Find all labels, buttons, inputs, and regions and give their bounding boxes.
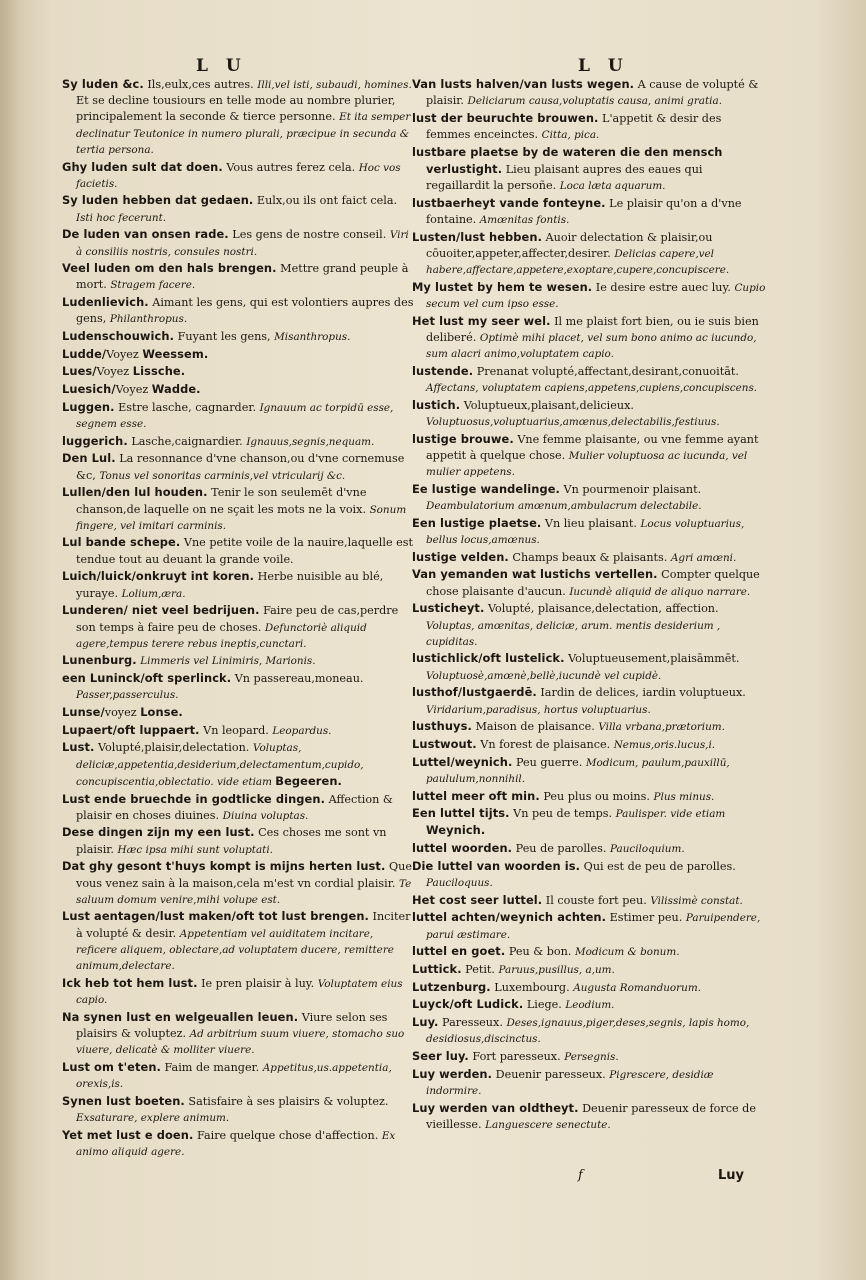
entry-french-gloss: Vne petite voile de la nauire,laquelle est tendue tout au deuant la grande voile. xyxy=(76,536,413,566)
dictionary-entry xyxy=(62,1127,414,1160)
dictionary-entry xyxy=(412,515,768,548)
entry-latin-gloss: Persegnis. xyxy=(564,1051,619,1064)
entry-headword: lust der beuruchte brouwen. xyxy=(412,110,599,125)
entry-headword: Van yemanden wat lustichs vertellen. xyxy=(412,567,658,582)
entry-headword: Lunenburg. xyxy=(62,653,137,668)
entry-headword: De luden van onsen rade. xyxy=(62,227,229,242)
dictionary-entry xyxy=(412,909,768,942)
entry-headword: Dat ghy gesont t'huys kompt is mijns herten lust. xyxy=(62,859,386,874)
entry-french-gloss: Deuenir paresseux. xyxy=(492,1067,610,1081)
dictionary-entry xyxy=(62,824,414,857)
entry-latin-gloss: Villa vrbana,prætorium. xyxy=(598,721,725,734)
dictionary-entry xyxy=(62,1059,414,1092)
entry-latin-gloss: Ad arbitrium suum viuere, stomacho suo viuere, delicatè & molliter viuere. xyxy=(76,1027,405,1057)
entry-latin-gloss: Pauciloquus. xyxy=(426,877,493,890)
entry-french-gloss: Faim de manger. xyxy=(160,1060,263,1074)
entry-french-gloss: Auoir delectation & plaisir,ou cōuoiter,appeter,affecter,desirer. xyxy=(426,230,713,261)
entry-french-gloss: La resonnance d'vne chanson,ou d'vne cornemuse &c, xyxy=(76,452,405,482)
dictionary-entry xyxy=(62,670,414,703)
entry-french-gloss: Champs beaux & plaisants. xyxy=(508,550,671,564)
dictionary-entry xyxy=(62,328,414,345)
entry-latin-gloss: Appetitus,us.appetentia, orexis,is. xyxy=(76,1061,392,1090)
entry-headword: Lusticheyt. xyxy=(412,601,485,616)
left-column xyxy=(62,76,414,1161)
dictionary-entry xyxy=(62,226,414,259)
entry-headword: Ick heb tot hem lust. xyxy=(62,975,198,990)
signature-mark: f xyxy=(578,1168,583,1183)
entry-latin-gloss: Modicum & bonum. xyxy=(574,946,680,959)
entry-headword: Ludenlievich. xyxy=(62,295,149,310)
dictionary-entry xyxy=(62,346,414,363)
entry-headword: Een luttel tijts. xyxy=(412,806,510,821)
dictionary-entry xyxy=(412,431,768,481)
entry-french-gloss: Le plaisir qu'on a d'vne fontaine. xyxy=(426,196,742,227)
entry-headword: Lunderen/ niet veel bedrijuen. xyxy=(62,603,260,618)
dictionary-entry xyxy=(412,736,768,753)
entry-latin-gloss: Deses,ignauus,piger,deses,segnis, lapis homo, desidiosus,discinctus. xyxy=(426,1017,750,1046)
entry-cross-reference: Weynich. xyxy=(426,823,486,838)
entry-latin-gloss: Defunctoriè aliquid agere,tempus terere rebus ineptis,cunctari. xyxy=(76,621,367,650)
entry-latin-gloss: Leodium. xyxy=(565,999,615,1012)
entry-latin-gloss: Philanthropus. xyxy=(109,313,188,326)
entry-french-gloss: L'appetit & desir des femmes enceinctes. xyxy=(426,111,722,142)
dictionary-entry xyxy=(412,1066,768,1099)
entry-french-gloss: Vn peu de temps. xyxy=(509,807,616,821)
entry-headword: Het cost seer luttel. xyxy=(412,892,543,907)
dictionary-entry xyxy=(412,279,768,312)
entry-latin-gloss: Pigrescere, desidiæ indormire. xyxy=(426,1068,714,1097)
entry-cross-reference: Begeeren. xyxy=(275,773,342,788)
entry-french-gloss: Compter quelque chose plaisante d'aucun. xyxy=(426,568,760,598)
dictionary-entry xyxy=(412,363,768,396)
entry-latin-gloss: Delicias capere,vel habere,affectare,appetere,exoptare,cupere,concupiscere. xyxy=(426,248,730,277)
entry-latin-gloss: Passer,passerculus. xyxy=(76,689,179,702)
dictionary-entry xyxy=(62,1093,414,1126)
entry-french-gloss: Il couste fort peu. xyxy=(542,893,651,907)
dictionary-entry xyxy=(412,684,768,717)
dictionary-entry xyxy=(412,996,768,1013)
catchword: Luy xyxy=(718,1168,745,1183)
dictionary-entry xyxy=(62,450,414,483)
entry-french-note: Et se decline tousiours en telle mode au nombre plurier, principalement la seconde & tierce personne. xyxy=(76,94,396,124)
entry-headword: lustbaerheyt vande fonteyne. xyxy=(412,195,606,210)
entry-headword: Lust ende bruechde in godtlicke dingen. xyxy=(62,791,326,806)
entry-french-gloss: Viure selon ses plaisirs & voluptez. xyxy=(76,1010,388,1040)
entry-headword: Dese dingen zijn my een lust. xyxy=(62,825,255,840)
entry-headword: lusthuys. xyxy=(412,719,472,734)
entry-french-gloss: Eulx,ou ils ont faict cela. xyxy=(253,194,398,208)
entry-french-gloss: Peu de parolles. xyxy=(512,842,610,856)
entry-french-gloss: Vn lieu plaisant. xyxy=(541,516,641,530)
dictionary-entry xyxy=(62,534,414,567)
dictionary-entry xyxy=(62,399,414,432)
entry-french-gloss: Lieu plaisant aupres des eaues qui regaillardit la persoñe. xyxy=(426,163,703,193)
dictionary-entry xyxy=(62,363,414,380)
entry-latin-gloss: Illi,vel isti, subaudi, homines. xyxy=(257,79,412,91)
entry-french-gloss: Voluptueux,plaisant,delicieux. xyxy=(460,398,634,412)
entry-latin-gloss: Voluptas, deliciæ,appetentia,desiderium,delectamentum,cupido, concupiscentia,oblectatio. vide etiam xyxy=(76,742,364,788)
entry-french-gloss: Voyez xyxy=(96,365,133,379)
dictionary-entry xyxy=(62,1009,414,1059)
entry-latin-gloss: Ex animo aliquid agere. xyxy=(76,1129,396,1158)
dictionary-entry xyxy=(62,260,414,293)
entry-french-gloss: Volupté, plaisance,delectation, affection. xyxy=(484,602,719,616)
entry-headword: lustende. xyxy=(412,363,474,378)
dictionary-entry xyxy=(412,805,768,839)
entry-headword: Sy luden hebben dat gedaen. xyxy=(62,193,254,208)
entry-headword: Lullen/den lul houden. xyxy=(62,485,208,500)
dictionary-entry xyxy=(62,722,414,739)
entry-headword: Lues/ xyxy=(62,364,97,379)
entry-french-gloss: Satisfaire à ses plaisirs & voluptez. xyxy=(184,1094,389,1108)
entry-latin-gloss: Ignauus,segnis,nequam. xyxy=(246,435,375,448)
running-head-left: L U xyxy=(196,56,247,76)
entry-headword: lustbare plaetse by de wateren die den mensch verlustight. xyxy=(412,144,723,177)
right-column xyxy=(412,76,768,1134)
entry-french-gloss: Maison de plaisance. xyxy=(471,720,599,734)
dictionary-entry xyxy=(412,788,768,805)
entry-latin-gloss: Appetentiam vel auiditatem incitare, reficere aliquem, oblectare,ad voluptatem ducere, remittere animum,delectare. xyxy=(76,927,394,973)
entry-headword: Ludenschouwich. xyxy=(62,329,175,344)
dictionary-entry xyxy=(412,397,768,430)
entry-latin-gloss: Viri à consiliis nostris, consules nostri. xyxy=(76,229,409,258)
entry-latin-gloss: Voluptuosus,voluptuarius,amœnus,delectabilis,festiuus. xyxy=(426,416,720,429)
entry-latin-gloss: Vilissimè constat. xyxy=(650,894,743,907)
entry-french-gloss: Peu plus ou moins. xyxy=(539,789,654,803)
entry-headword: Lustwout. xyxy=(412,736,477,751)
entry-cross-reference: Wadde. xyxy=(151,382,201,397)
entry-latin-note: Et ita semper declinatur Teutonice in numero plurali, præcipue in secunda & tertia persona. xyxy=(76,111,411,156)
entry-french-gloss: Vn passereau,moneau. xyxy=(231,672,364,686)
dictionary-entry xyxy=(62,433,414,450)
entry-french-gloss: Fuyant les gens, xyxy=(174,330,275,344)
entry-latin-gloss: Leopardus. xyxy=(272,724,332,737)
entry-latin-gloss: Optimè mihi placet, vel sum bono animo ac iucundo, sum alacri animo,voluptatem capio. xyxy=(426,332,757,361)
entry-latin-gloss: Limmeris vel Linimiris, Marionis. xyxy=(140,655,316,668)
entry-latin-gloss: Isti hoc fecerunt. xyxy=(76,211,167,224)
entry-latin-gloss: Hæc ipsa mihi sunt voluptati. xyxy=(117,843,273,856)
entry-headword: Luttick. xyxy=(412,962,462,977)
entry-latin-gloss: Augusta Romanduorum. xyxy=(573,981,701,994)
entry-french-gloss: Inciter à volupté & desir. xyxy=(76,910,411,940)
entry-latin-gloss: Modicum, paulum,pauxillū, paululum,nonnihil. xyxy=(426,756,730,785)
entry-french-gloss: Voluptueusement,plaisāmmēt. xyxy=(564,652,740,666)
entry-headword: luggerich. xyxy=(62,433,128,448)
entry-headword: Van lusts halven/van lusts wegen. xyxy=(412,77,635,91)
dictionary-entry xyxy=(412,858,768,891)
entry-headword: Lupaert/oft luppaert. xyxy=(62,722,200,737)
entry-headword: Lust. xyxy=(62,740,95,755)
entry-french-gloss: Les gens de nostre conseil. xyxy=(228,228,390,242)
entry-headword: Luggen. xyxy=(62,399,115,414)
entry-cross-reference: Weessem. xyxy=(142,346,209,361)
dictionary-entry xyxy=(62,192,414,225)
entry-headword: Yet met lust e doen. xyxy=(62,1127,194,1142)
entry-headword: Lust om t'eten. xyxy=(62,1059,161,1074)
dictionary-entry xyxy=(62,294,414,327)
dictionary-entry xyxy=(412,481,768,514)
dictionary-entry xyxy=(412,229,768,279)
entry-french-gloss: Peu & bon. xyxy=(505,945,575,959)
running-head-right: L U xyxy=(578,56,629,76)
entry-latin-gloss: Viridarium,paradisus, hortus voluptuarius. xyxy=(426,703,651,716)
entry-headword: luttel woorden. xyxy=(412,841,513,856)
entry-latin-gloss: Paulisper. vide etiam xyxy=(615,808,726,821)
entry-cross-reference: Lonse. xyxy=(140,705,183,720)
entry-headword: Lunse/ xyxy=(62,705,105,720)
entry-latin-gloss: Nemus,oris.lucus,i. xyxy=(613,738,716,751)
entry-french-gloss: Lasche,caignardier. xyxy=(127,434,247,448)
dictionary-entry xyxy=(412,600,768,650)
entry-french-gloss: Mettre grand peuple à mort. xyxy=(76,262,409,292)
entry-headword: luttel achten/weynich achten. xyxy=(412,910,607,925)
entry-headword: lustige brouwe. xyxy=(412,431,514,446)
entry-french-gloss: Vne femme plaisante, ou vne femme ayant appetit à quelque chose. xyxy=(426,432,759,462)
entry-headword: Luyck/oft Ludick. xyxy=(412,997,524,1012)
entry-headword: Synen lust boeten. xyxy=(62,1093,185,1108)
entry-french-gloss: Que vous venez sain à la maison,cela m'est vn cordial plaisir. xyxy=(76,860,412,890)
entry-latin-gloss: Cupio secum vel cum ipso esse. xyxy=(426,281,766,311)
dictionary-entry xyxy=(412,1048,768,1065)
entry-latin-gloss: Diuina voluptas. xyxy=(222,809,309,822)
entry-french-gloss: Faire peu de cas,perdre son temps à faire peu de choses. xyxy=(76,604,399,634)
entry-latin-gloss: Tonus vel sonoritas carminis,vel vtricularij &c. xyxy=(99,469,346,482)
entry-french-gloss: Qui est de peu de parolles. xyxy=(580,859,736,873)
entry-headword: Een lustige plaetse. xyxy=(412,515,542,530)
entry-latin-gloss: Misanthropus. xyxy=(274,331,351,344)
entry-french-gloss: Tenir le son seulemēt d'vne chanson,de laquelle on ne sçait les mots ne la voix. xyxy=(76,486,370,516)
entry-headword: lusthof/lustgaerdē. xyxy=(412,685,537,700)
entry-french-gloss: Iardin de delices, iardin voluptueux. xyxy=(536,686,746,700)
entry-french-gloss: Estre lasche, cagnarder. xyxy=(114,400,260,414)
entry-latin-gloss: Loca læta aquarum. xyxy=(559,180,666,193)
entry-french-gloss: Affection & plaisir en choses diuines. xyxy=(76,792,393,822)
entry-latin-gloss: Amœnitas fontis. xyxy=(479,214,570,227)
dictionary-entry xyxy=(62,975,414,1008)
dictionary-entry xyxy=(62,159,414,192)
entry-headword: Lul bande schepe. xyxy=(62,535,181,550)
entry-french-gloss: Herbe nuisible au blé, yuraye. xyxy=(76,570,384,600)
dictionary-entry xyxy=(412,754,768,787)
entry-headword: luttel meer oft min. xyxy=(412,788,540,803)
entry-headword: Luttel/weynich. xyxy=(412,754,513,769)
entry-french-gloss: Vn leopard. xyxy=(199,723,273,737)
dictionary-entry xyxy=(62,381,414,398)
entry-french-gloss: Deuenir paresseux de force de vieillesse. xyxy=(426,1101,756,1131)
page-gutter-shadow xyxy=(0,0,20,1280)
entry-headword: een Luninck/oft sperlinck. xyxy=(62,671,232,686)
entry-headword: Luy werden van oldtheyt. xyxy=(412,1100,579,1115)
entry-latin-gloss: Languescere senectute. xyxy=(485,1118,611,1131)
dictionary-entry xyxy=(412,840,768,857)
dictionary-entry xyxy=(412,549,768,566)
entry-french-gloss: Il me plaist fort bien, ou ie suis bien deliberé. xyxy=(426,314,759,345)
dictionary-entry xyxy=(412,892,768,909)
entry-headword: Ghy luden sult dat doen. xyxy=(62,159,223,174)
entry-latin-gloss: Mulier voluptuosa ac iucunda, vel mulier appetens. xyxy=(426,449,748,479)
entry-cross-reference: Lissche. xyxy=(132,364,186,379)
entry-headword: Veel luden om den hals brengen. xyxy=(62,261,277,276)
dictionary-entry xyxy=(412,943,768,960)
entry-french-gloss: Luxembourg. xyxy=(490,980,574,994)
dictionary-entry xyxy=(62,908,414,974)
entry-latin-gloss: Pauciloquium. xyxy=(609,843,685,856)
entry-french-gloss: Liege. xyxy=(523,998,566,1012)
entry-french-gloss: voyez xyxy=(104,706,141,720)
dictionary-entry xyxy=(412,1014,768,1047)
entry-french-gloss: Ils,eulx,ces autres. xyxy=(143,78,258,91)
entry-french-gloss: Petit. xyxy=(461,963,499,977)
entry-latin-gloss: Voluptuosè,amœnè,bellè,iucundè vel cupidè. xyxy=(426,669,662,682)
entry-headword: Lusten/lust hebben. xyxy=(412,229,542,244)
entry-french-gloss: Estimer peu. xyxy=(606,911,686,925)
entry-french-gloss: Faire quelque chose d'affection. xyxy=(193,1128,382,1142)
entry-headword: Luy. xyxy=(412,1015,439,1030)
entry-headword: Luich/luick/onkruyt int koren. xyxy=(62,569,255,584)
dictionary-entry xyxy=(412,650,768,683)
entry-headword: lustich. xyxy=(412,397,461,412)
entry-french-gloss: Fort paresseux. xyxy=(468,1050,565,1064)
dictionary-entry xyxy=(62,602,414,652)
entry-latin-gloss: Paruipendere, parui æstimare. xyxy=(426,912,761,941)
dictionary-entry xyxy=(62,568,414,601)
dictionary-entry xyxy=(412,76,768,109)
dictionary-entry xyxy=(412,110,768,143)
entry-french-gloss: Volupté,plaisir,delectation. xyxy=(94,741,253,755)
entry-french-gloss: A cause de volupté & plaisir. xyxy=(426,78,759,108)
entry-french-gloss: Vn forest de plaisance. xyxy=(476,737,614,751)
entry-headword: Ludde/ xyxy=(62,346,107,361)
entry-latin-gloss: Sonum fingere, vel imitari carminis. xyxy=(76,503,407,532)
entry-latin-gloss: Deliciarum causa,voluptatis causa, animi gratia. xyxy=(467,95,722,108)
entry-latin-gloss: Exsaturare, explere animum. xyxy=(76,1111,230,1124)
dictionary-entry xyxy=(62,739,414,790)
dictionary-entry xyxy=(62,484,414,534)
dictionary-entry xyxy=(412,979,768,996)
entry-headword: Sy luden &c. xyxy=(62,77,144,91)
entry-french-gloss: Prenanat volupté,affectant,desirant,conuoitāt. xyxy=(473,364,739,378)
entry-latin-gloss: Citta, pica. xyxy=(541,129,600,142)
entry-latin-gloss: Voluptatem eius capio. xyxy=(76,977,403,1006)
entry-latin-gloss: Plus minus. xyxy=(653,790,715,803)
entry-headword: Ee lustige wandelinge. xyxy=(412,481,560,496)
entry-latin-gloss: Locus voluptuarius, bellus locus,amœnus. xyxy=(426,517,745,546)
entry-headword: Het lust my seer wel. xyxy=(412,313,551,328)
entry-french-gloss: Vous autres ferez cela. xyxy=(222,160,359,174)
entry-headword: Luy werden. xyxy=(412,1066,493,1081)
entry-headword: Seer luy. xyxy=(412,1049,469,1064)
entry-french-gloss: Vn pourmenoir plaisant. xyxy=(559,482,702,496)
dictionary-entry xyxy=(412,1100,768,1133)
entry-headword: lustichlick/oft lustelick. xyxy=(412,651,565,666)
entry-latin-gloss: Stragem facere. xyxy=(110,279,196,292)
dictionary-entry xyxy=(412,195,768,228)
entry-headword: lustige velden. xyxy=(412,549,509,564)
entry-latin-gloss: Voluptas, amœnitas, deliciæ, arum. mentis desiderium , cupiditas. xyxy=(426,619,721,648)
entry-headword: Lutzenburg. xyxy=(412,979,491,994)
entry-french-gloss: Ie pren plaisir à luy. xyxy=(197,976,318,990)
dictionary-entry xyxy=(412,961,768,978)
entry-french-gloss: Voyez xyxy=(106,347,143,361)
entry-headword: luttel en goet. xyxy=(412,944,506,959)
entry-latin-gloss: Paruus,pusillus, a,um. xyxy=(498,964,615,977)
entry-latin-gloss: Lolium,æra. xyxy=(121,587,186,600)
dictionary-entry xyxy=(412,566,768,599)
entry-latin-gloss: Ignauum ac torpidū esse, segnem esse. xyxy=(76,401,394,431)
entry-headword: Den Lul. xyxy=(62,451,116,466)
dictionary-entry xyxy=(62,704,414,721)
entry-latin-gloss: Te saluum domum venire,mihi volupe est. xyxy=(76,877,412,906)
entry-latin-gloss: Deambulatorium amœnum,ambulacrum delectabile. xyxy=(426,500,702,513)
entry-latin-gloss: Hoc vos facietis. xyxy=(76,161,401,190)
entry-french-gloss: Voyez xyxy=(115,383,152,397)
dictionary-entry xyxy=(62,76,414,158)
dictionary-entry xyxy=(62,858,414,908)
entry-latin-gloss: Agri amœni. xyxy=(670,551,737,564)
entry-headword: Na synen lust en welgeuallen leuen. xyxy=(62,1009,299,1024)
entry-latin-gloss: Iucundè aliquid de aliquo narrare. xyxy=(569,585,751,598)
dictionary-entry xyxy=(62,652,414,669)
entry-headword: Lust aentagen/lust maken/oft tot lust brengen. xyxy=(62,909,369,924)
dictionary-entry xyxy=(62,791,414,824)
entry-headword: My lustet by hem te wesen. xyxy=(412,279,593,294)
dictionary-entry xyxy=(412,313,768,363)
entry-latin-gloss: Affectans, voluptatem capiens,appetens,cupiens,concupiscens. xyxy=(426,382,758,395)
dictionary-entry xyxy=(412,718,768,735)
entry-french-gloss: Ie desire estre auec luy. xyxy=(592,280,735,294)
entry-french-gloss: Peu guerre. xyxy=(512,755,586,769)
entry-french-gloss: Aimant les gens, qui est volontiers aupres des gens, xyxy=(76,296,414,326)
entry-headword: Luesich/ xyxy=(62,382,116,397)
entry-french-gloss: Ces choses me sont vn plaisir. xyxy=(76,826,387,856)
entry-headword: Die luttel van woorden is. xyxy=(412,858,581,873)
entry-french-gloss: Paresseux. xyxy=(438,1016,507,1030)
dictionary-entry xyxy=(412,144,768,195)
